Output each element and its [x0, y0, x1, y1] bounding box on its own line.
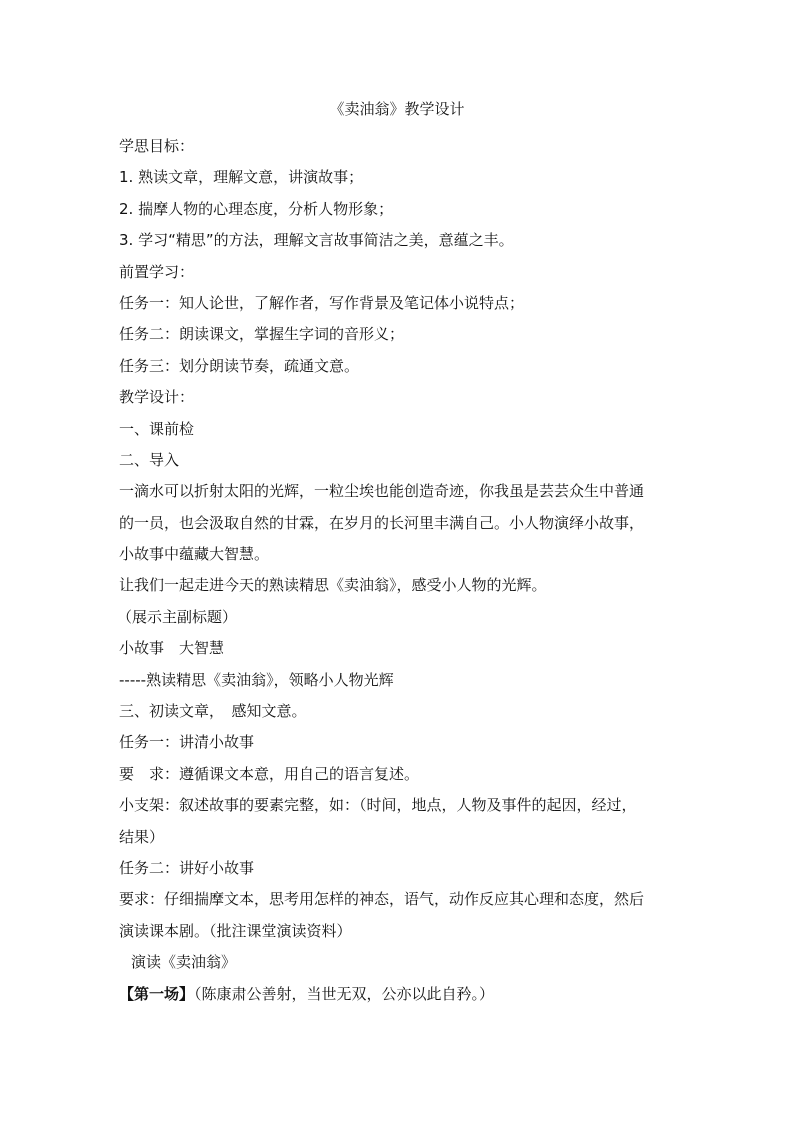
- text-line: 结果）: [119, 827, 165, 846]
- text-line: （展示主副标题）: [117, 607, 238, 626]
- text-line: 小故事中蕴藏大智慧。: [119, 545, 270, 564]
- scene-label: 【第一场】: [119, 984, 195, 1003]
- text-line: 2. 揣摩人物的心理态度，分析人物形象；: [119, 199, 394, 218]
- text-line: 要 求：遵循课文本意，用自己的语言复述。: [119, 764, 420, 783]
- text-line: 学思目标：: [119, 137, 195, 155]
- text-line: 演读《卖油翁》: [131, 953, 237, 972]
- text-line: 任务三：划分朗读节奏，疏通文意。: [119, 356, 360, 375]
- text-line: 任务一：知人论世，了解作者，写作背景及笔记体小说特点；: [119, 293, 525, 312]
- text-line: 演读课本剧。（批注课堂演读资料）: [119, 921, 352, 940]
- text-line: 任务二：朗读课文，掌握生字词的音形义；: [119, 325, 405, 344]
- scene-text: （陈康肃公善射，当世无双，公亦以此自矜。）: [194, 984, 495, 1003]
- text-line: 任务一：讲清小故事: [119, 733, 255, 752]
- text-line: -----熟读精思《卖油翁》，领略小人物光辉: [119, 670, 394, 689]
- text-line: 二、导入: [119, 450, 180, 469]
- text-line: 要求：仔细揣摩文本，思考用怎样的神态，语气，动作反应其心理和态度，然后: [119, 890, 645, 909]
- text-line: 的一员，也会汲取自然的甘霖，在岁月的长河里丰满自己。小人物演绎小故事，: [119, 513, 645, 532]
- text-line: 3. 学习“精思”的方法，理解文言故事简洁之美，意蕴之丰。: [119, 231, 514, 250]
- text-line: 1. 熟读文章，理解文意，讲演故事；: [119, 168, 364, 187]
- document-title: 《卖油翁》教学设计: [329, 100, 465, 118]
- document-body: [119, 131, 679, 1010]
- text-line: 任务二：讲好小故事: [119, 858, 255, 877]
- text-line: 三、初读文章， 感知文意。: [119, 702, 307, 721]
- text-line: 小支架：叙述故事的要素完整，如：（时间，地点，人物及事件的起因，经过，: [119, 796, 637, 815]
- text-line: 前置学习：: [119, 262, 195, 281]
- text-line: [119, 979, 679, 1010]
- text-line: 让我们一起走进今天的熟读精思《卖油翁》，感受小人物的光辉。: [119, 576, 547, 595]
- text-line: 小故事 大智慧: [119, 639, 225, 658]
- text-line: 一滴水可以折射太阳的光辉，一粒尘埃也能创造奇迹，你我虽是芸芸众生中普通: [119, 482, 645, 501]
- text-line: 一、课前检: [119, 419, 195, 438]
- text-line: 教学设计：: [119, 388, 195, 407]
